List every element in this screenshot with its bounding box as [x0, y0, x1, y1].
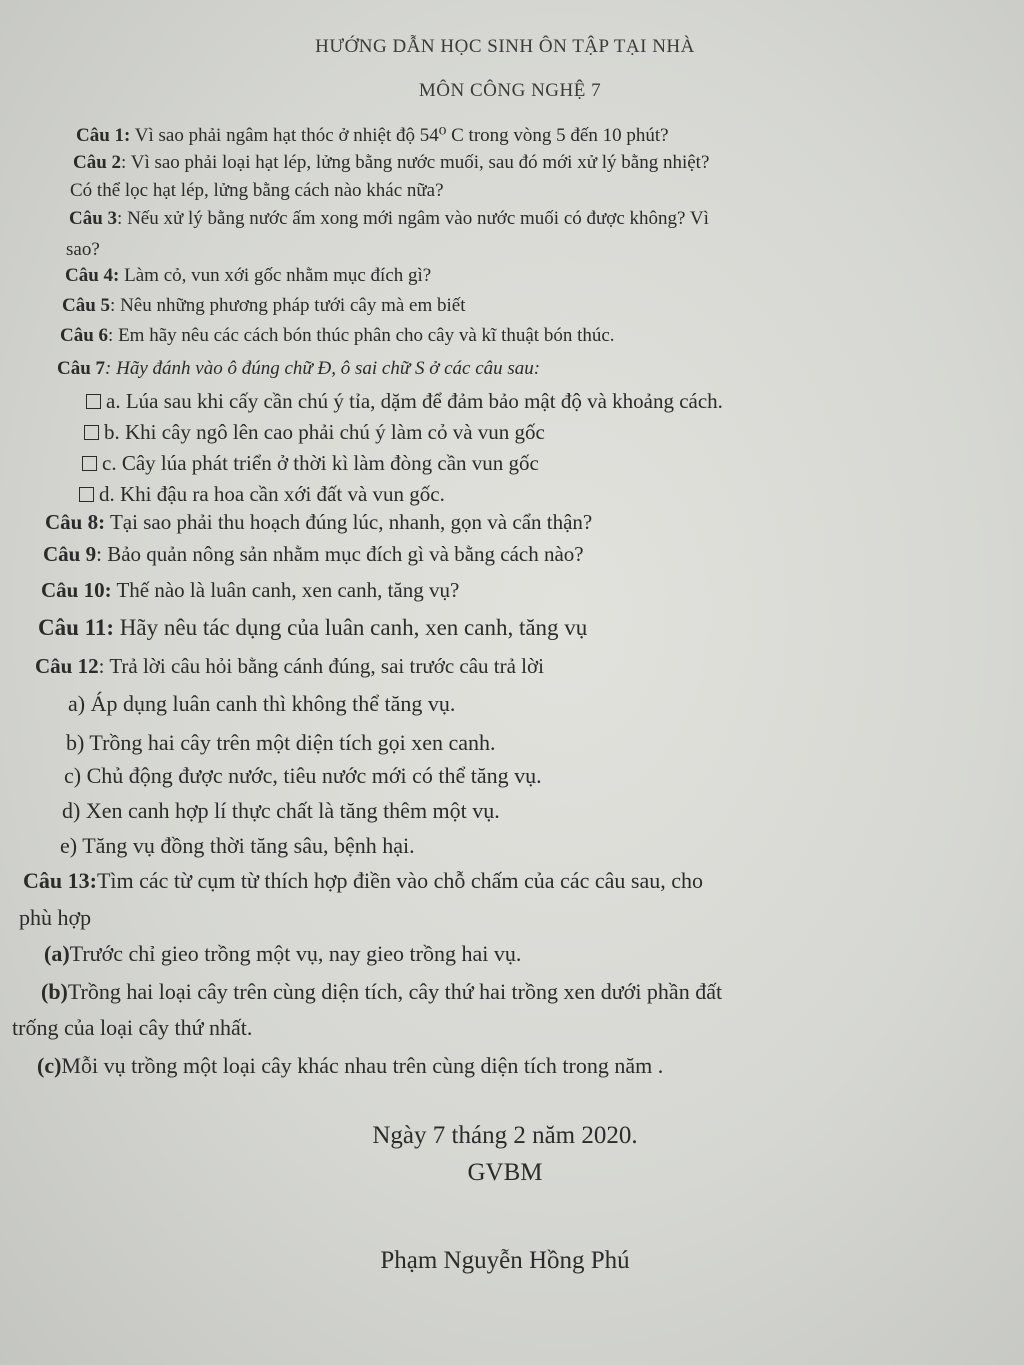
- question-8: Câu 8: Tại sao phải thu hoạch đúng lúc, nhanh, gọn và cẩn thận?: [45, 510, 593, 534]
- question-12-item-b: b) Trồng hai cây trên một diện tích gọi xen canh.: [66, 730, 496, 755]
- question-13: Câu 13:Tìm các từ cụm từ thích hợp điền vào chỗ chấm của các câu sau, cho: [23, 868, 703, 893]
- signature-date: Ngày 7 tháng 2 năm 2020.: [372, 1122, 638, 1149]
- question-7-option-b: b. Khi cây ngô lên cao phải chú ý làm cỏ và vun gốc: [84, 420, 545, 445]
- checkbox-icon: [86, 394, 101, 409]
- question-12: Câu 12: Trả lời câu hỏi bằng cánh đúng, sai trước câu trả lời: [35, 654, 544, 678]
- question-7-option-a: a. Lúa sau khi cấy cần chú ý tỉa, dặm để đảm bảo mật độ và khoảng cách.: [86, 389, 723, 414]
- checkbox-icon: [79, 487, 94, 502]
- question-13-line-2: phù hợp: [19, 905, 92, 930]
- question-7-option-d: d. Khi đậu ra hoa cần xới đất và vun gốc.: [79, 482, 445, 507]
- question-1: Câu 1: Vì sao phải ngâm hạt thóc ở nhiệt độ 54⁰ C trong vòng 5 đến 10 phút?: [76, 125, 669, 146]
- question-2-line-2: Có thể lọc hạt lép, lửng bằng cách nào khác nữa?: [70, 180, 444, 201]
- signature-name: Phạm Nguyễn Hồng Phú: [380, 1247, 630, 1274]
- question-13-item-b-line-2: trống của loại cây thứ nhất.: [12, 1015, 253, 1040]
- checkbox-icon: [82, 456, 97, 471]
- question-3: Câu 3: Nếu xử lý bằng nước ấm xong mới ngâm vào nước muối có được không? Vì: [69, 208, 709, 229]
- question-12-item-c: c) Chủ động được nước, tiêu nước mới có thể tăng vụ.: [64, 763, 542, 788]
- question-13-item-c: (c)Mỗi vụ trồng một loại cây khác nhau trên cùng diện tích trong năm .: [37, 1053, 664, 1078]
- question-11: Câu 11: Hãy nêu tác dụng của luân canh, xen canh, tăng vụ: [38, 615, 588, 640]
- question-6: Câu 6: Em hãy nêu các cách bón thúc phân cho cây và kĩ thuật bón thúc.: [60, 325, 615, 346]
- question-12-item-a: a) Áp dụng luân canh thì không thể tăng vụ.: [68, 691, 456, 716]
- question-5: Câu 5: Nêu những phương pháp tưới cây mà em biết: [62, 295, 466, 316]
- question-13-item-a: (a)Trước chỉ gieo trồng một vụ, nay gieo trồng hai vụ.: [44, 941, 522, 966]
- question-10: Câu 10: Thế nào là luân canh, xen canh, tăng vụ?: [41, 578, 460, 602]
- signature-role: GVBM: [467, 1159, 543, 1186]
- subject-title: MÔN CÔNG NGHỆ 7: [418, 80, 602, 101]
- question-13-item-b: (b)Trồng hai loại cây trên cùng diện tích, cây thứ hai trồng xen dưới phần đất: [41, 979, 723, 1004]
- document-title: HƯỚNG DẪN HỌC SINH ÔN TẬP TẠI NHÀ: [315, 36, 695, 57]
- question-12-item-d: d) Xen canh hợp lí thực chất là tăng thêm một vụ.: [62, 798, 500, 823]
- question-7-option-c: c. Cây lúa phát triển ở thời kì làm đòng cần vun gốc: [82, 451, 539, 476]
- question-7: Câu 7: Hãy đánh vào ô đúng chữ Đ, ô sai chữ S ở các câu sau:: [57, 358, 541, 379]
- question-2: Câu 2: Vì sao phải loại hạt lép, lửng bằng nước muối, sau đó mới xử lý bằng nhiệt?: [73, 152, 710, 173]
- question-9: Câu 9: Bảo quản nông sản nhằm mục đích gì và bằng cách nào?: [43, 542, 584, 566]
- checkbox-icon: [84, 425, 99, 440]
- question-4: Câu 4: Làm cỏ, vun xới gốc nhằm mục đích gì?: [65, 265, 432, 286]
- question-12-item-e: e) Tăng vụ đồng thời tăng sâu, bệnh hại.: [60, 833, 415, 858]
- question-3-line-2: sao?: [66, 239, 100, 260]
